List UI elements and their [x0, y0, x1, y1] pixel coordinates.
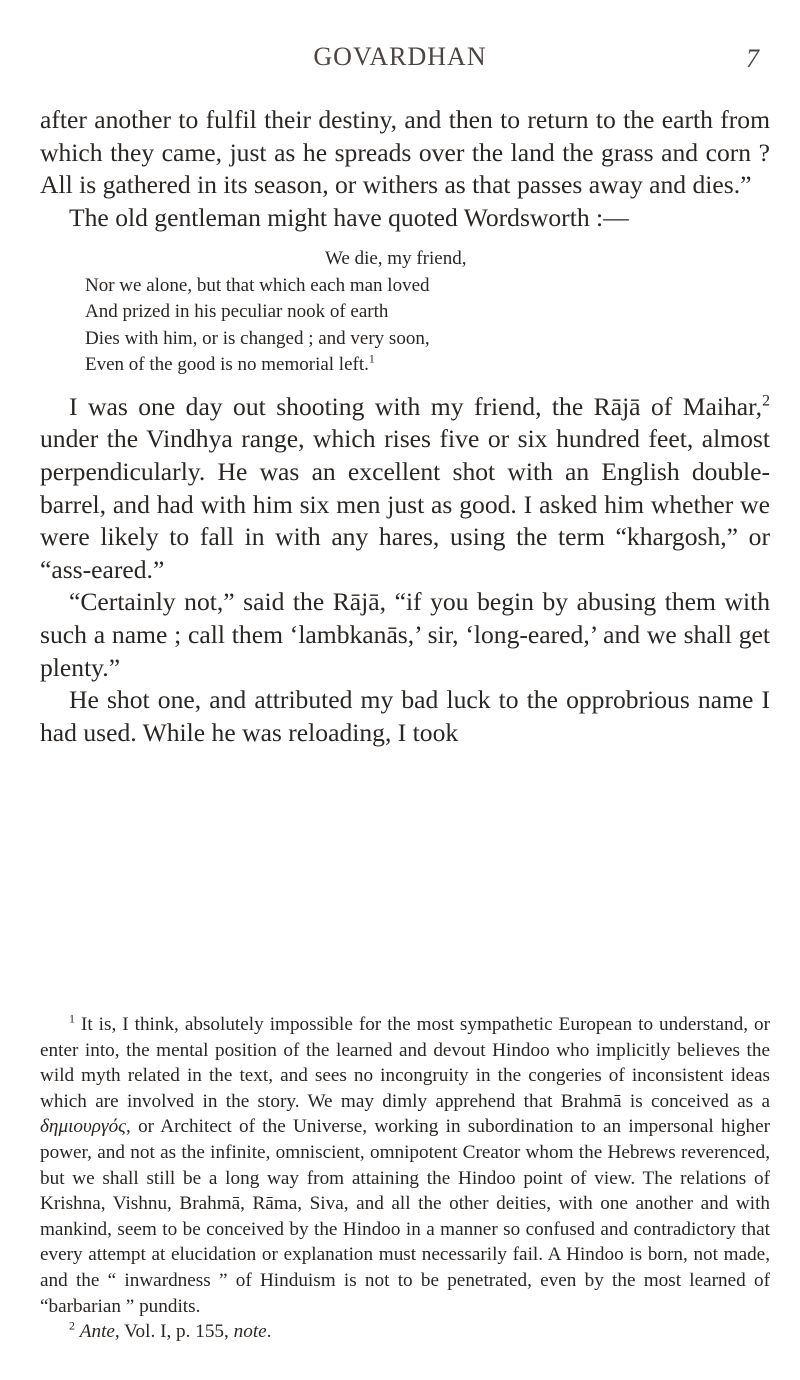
verse-line-3: And prized in his peculiar nook of earth [85, 301, 389, 323]
footnote-ref-1: 1 [368, 353, 375, 367]
footnote-2-note: note [233, 1321, 267, 1343]
paragraph-1: after another to fulfil their destiny, and then to return to the earth from which they came, just as he spreads over the land the grass and corn ? All is gathered in its season, or withers as that passes away and dies.” [40, 105, 770, 200]
page-number: 7 [746, 44, 759, 73]
footnote-2 [40, 1319, 770, 1345]
paragraph-3-start: I was one day out shooting with my friend, the Rājā of Maihar, [69, 391, 763, 421]
main-text [40, 104, 770, 749]
paragraph-5: He shot one, and attributed my bad luck to the opprobrious name I had used. While he was reloading, I took [40, 685, 770, 747]
footnote-2-mid: , Vol. I, p. 155, [114, 1321, 234, 1343]
footnote-1-greek: δημιουργός [40, 1116, 126, 1138]
footnote-1-number: 1 [69, 1011, 75, 1026]
paragraph-2: The old gentleman might have quoted Wordsworth :— [69, 202, 629, 232]
paragraph-3 [40, 391, 770, 587]
verse-line-5-text: Even of the good is no memorial left. [85, 354, 369, 376]
paragraph-3-rest: under the Vindhya range, which rises five or six hundred feet, almost perpendicularly. He was an excellent shot with an English double-barrel, and had with him six men just as good. I asked him whether we were likely to fall in with any hares, using the term “khargosh,” or “ass-eared.” [40, 424, 770, 584]
footnote-2-end: . [266, 1321, 272, 1343]
footnotes [40, 1012, 770, 1345]
footnote-1-text-b: , or Architect of the Universe, working in subordination to an impersonal higher power, and not as the infinite, omniscient, omnipotent Creator whom the Hebrews reverenced, but we shall still be a long way from attaining the Hindoo point of view. The relations of Krishna, Vishnu, Brahmā, Rāma, Siva, and all the other deities, with one another and with mankind, seem to be conceived by the Hindoo in a manner so confused and contradictory that every attempt at elucidation or explanation must necessarily fail. A Hindoo is born, not made, and the “ inwardness ” of Hinduism is not to be penetrated, even by the most learned of “barbarian ” pundits. [40, 1116, 770, 1317]
footnote-ref-2: 2 [762, 392, 770, 410]
footnote-2-number: 2 [69, 1318, 75, 1333]
footnote-2-ante: Ante [79, 1321, 115, 1343]
verse-line-5 [85, 352, 770, 379]
footnote-1-text-a: It is, I think, absolutely impossible for the most sympathetic European to understand, or enter into, the mental position of the learned and devout Hindoo who implicitly believes the wild myth related in the text, and sees no incongruity in the congeries of inconsistent ideas which are involved in the story. We may dimly apprehend that Brahmā is conceived as a [40, 1014, 770, 1112]
footnote-1 [40, 1012, 770, 1319]
verse-line-2: Nor we alone, but that which each man loved [85, 274, 430, 296]
paragraph-4: “Certainly not,” said the Rājā, “if you begin by abusing them with such a name ; call them ‘lambkanās,’ sir, ‘long-eared,’ and we shall get plenty.” [40, 587, 770, 682]
verse-line-1: We die, my friend, [325, 248, 467, 270]
verse-quotation [85, 246, 770, 379]
verse-line-4: Dies with him, or is changed ; and very soon, [85, 327, 430, 349]
running-title: GOVARDHAN [313, 42, 487, 71]
